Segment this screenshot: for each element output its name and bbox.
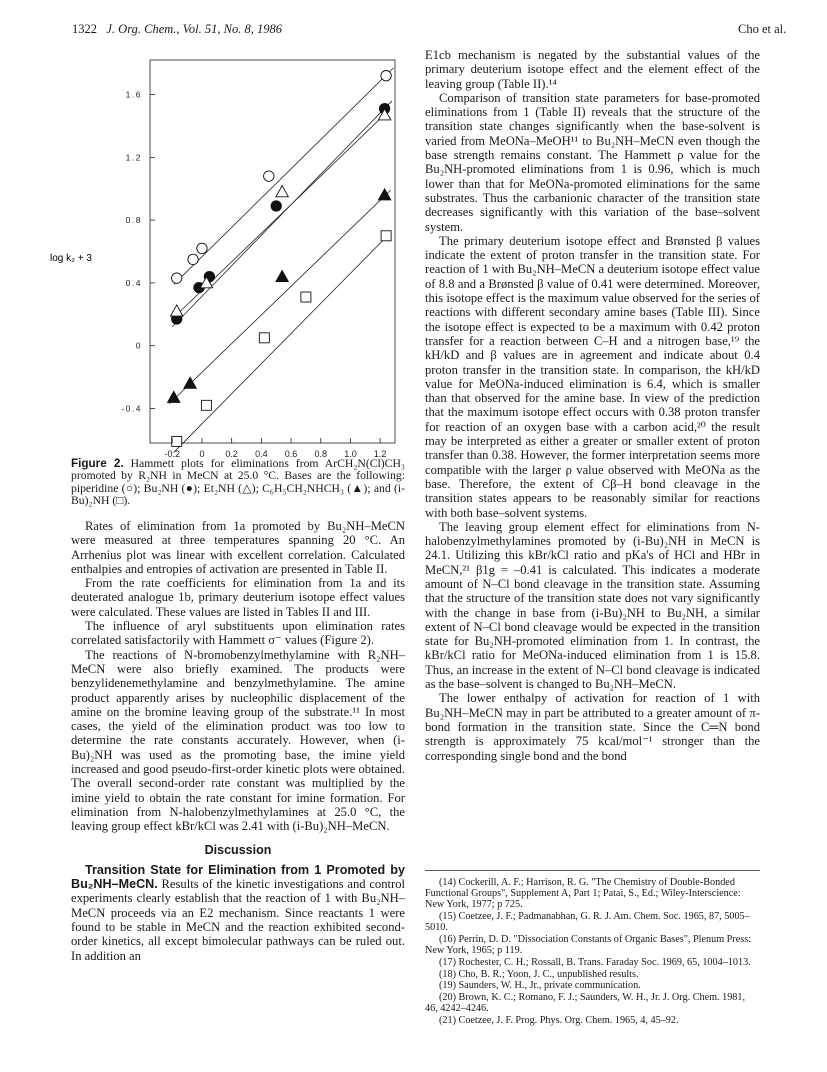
x-tick-label: 1.2 xyxy=(373,449,387,458)
journal-citation: J. Org. Chem., Vol. 51, No. 8, 1986 xyxy=(106,22,282,36)
data-point xyxy=(168,391,180,402)
data-point xyxy=(381,70,391,80)
data-point xyxy=(259,333,269,343)
data-point xyxy=(264,171,274,181)
reference: (16) Perrin, D. D. "Dissociation Constants of Organic Bases", Plenum Press: New York, 1965; p 119. xyxy=(425,934,752,957)
data-point xyxy=(378,189,390,200)
data-point xyxy=(276,186,288,197)
reference: (21) Coetzee, J. F. Prog. Phys. Org. Chem. 1965, 4, 45–92. xyxy=(439,1014,679,1026)
hammett-plot xyxy=(40,48,400,458)
data-point xyxy=(276,270,288,281)
data-point xyxy=(184,377,196,388)
paragraph: E1cb mechanism is negated by the substantial values of the primary deuterium isotope effect and the element effect of the leaving group (Table II).¹⁴ xyxy=(425,48,760,91)
x-tick-label: 1.0 xyxy=(344,449,357,458)
right-column xyxy=(425,48,760,763)
figure-caption xyxy=(71,458,405,507)
fit-line xyxy=(174,233,391,453)
x-tick-label: 0.2 xyxy=(225,449,238,458)
data-point xyxy=(172,436,182,446)
caption-label: Figure 2. xyxy=(71,457,124,470)
caption-text: Hammett plots for eliminations from ArCH₂N(Cl)CH₃ promoted by R₂NH in MeCN at 25.0 °C. Bases are the following: piperidine (○); Bu₂NH (●); Et₂NH (△); C₆H₅CH₂NHCH₃ (▲); and (i-Bu)₂NH (□). xyxy=(71,457,405,507)
page-number: 1322 xyxy=(72,22,97,36)
y-axis-label: log k₂ + 3 xyxy=(50,252,92,264)
paragraph: The primary deuterium isotope effect and Brønsted β values indicate the extent of proton transfer in the transition state. For reaction of 1 with Bu₂NH–MeCN a deuterium isotope effect value of 8.8 and a Brønsted β value of 0.41 were determined. Moreover, this isotope effect is the maximum value observed for the series of reactions with different secondary amine bases (Table III). Since the isotope effect is expected to be a maximum with 0.42 proton transfer for a reaction between C–H and a nitrogen base,¹⁹ the kH/kD and β values are in agreement and indicate about 0.4 proton transfer in the transition state. In comparison, the kH/kD value for MeONa-induced elimination is 6.4, which is smaller than that observed for the amine base. In view of the prediction that the maximum isotope effect occurs with 0.38 proton transfer for reaction of an oxygen base with a carbon acid,²⁰ the result may be interpreted as either a greater or smaller extent of proton transfer than 0.38. However, the former interpretation seems more compatible with the larger ρ value observed with MeONa as the base. Therefore, the extent of Cβ–H bond cleavage in the transition states appears to be reasonably similar for reactions with both base–solvent systems. xyxy=(425,233,760,520)
reference: (20) Brown, K. C.; Romano, F. J.; Saunders, W. H., Jr. J. Org. Chem. 1981, 46, 4242–4246. xyxy=(425,992,746,1015)
paragraph: The lower enthalpy of activation for reaction of 1 with Bu₂NH–MeCN may in part be attributed to a greater amount of π-bond formation in the transition state. Since the C═N bond strength is approximately 75 kcal/mol⁻¹ stronger than the corresponding single bond and the bond xyxy=(425,691,760,763)
references xyxy=(425,870,760,1027)
data-point xyxy=(188,254,198,264)
paragraph: Rates of elimination from 1a promoted by Bu₂NH–MeCN were measured at three temperatures spanning 20 °C. An Arrhenius plot was linear with excellent correlation. Calculated enthalpies and entropies of activation are presented in Table II. xyxy=(71,519,405,576)
x-tick-label: 0.6 xyxy=(284,449,298,458)
x-tick-label: 0.8 xyxy=(314,449,328,458)
x-tick-label: 0.4 xyxy=(255,449,268,458)
paragraph: The leaving group element effect for eliminations from N-halobenzylmethylamines promoted by (i-Bu)₂NH in MeCN is 24.1. Utilizing this kBr/kCl ratio and pKa's of HCl and HBr in MeCN,²¹ β1g = –0.41 is calculated. This indicates a moderate amount of N–Cl bond cleavage in the transition state. Assuming that the structure of the transition state does not vary significantly with the change in base from (i-Bu)₂NH to Bu₂NH, a similar extent of N–Cl bond cleavage would be expected in the transition state for Bu₂NH-promoted elimination from 1. In contrast, the kBr/kCl ratio for MeONa-induced elimination from 1 is 15.8. Thus, an increase in the extent of N–Cl bond cleavage is indicated as the base–solvent is changed to Bu₂NH–MeCN. xyxy=(425,519,760,692)
y-tick-label: 0.8 xyxy=(125,215,142,226)
reference: (15) Coetzee, J. F.; Padmanabhan, G. R. J. Am. Chem. Soc. 1965, 87, 5005–5010. xyxy=(425,911,750,934)
paragraph: The reactions of N-bromobenzylmethylamine with R₂NH–MeCN were also briefly examined. The products were benzylidenemethylamine and benzylmethylamine. The amine product apparently arises by nucleophilic displacement of the amine on the bromine leaving group of the substrate.¹¹ In most cases, the yield of the elimination product was too low to determine the rate constants accurately. However, when (i-Bu)₂NH was used as the promoting base, the imine yield increased and good pseudo-first-order kinetic plots were obtained. The overall second-order rate constant was multiplied by the imine yield to obtain the rate constant for imine formation. For elimination from N-halobenzylmethylamines at 25.0 °C, the leaving group effect kBr/kCl was 2.41 with (i-Bu)₂NH–MeCN. xyxy=(71,647,405,834)
y-tick-label: 0 xyxy=(135,340,142,351)
header-authors: Cho et al. xyxy=(738,22,787,36)
fit-line xyxy=(172,101,392,327)
data-point xyxy=(381,231,391,241)
subsection-heading: Transition State for Elimination from 1 Promoted by Bu₂NH–MeCN. xyxy=(71,862,405,892)
fit-line xyxy=(174,68,394,285)
paragraph xyxy=(71,863,405,963)
data-point xyxy=(301,292,311,302)
y-tick-label: -0.4 xyxy=(121,403,142,414)
running-header xyxy=(72,22,282,37)
data-point xyxy=(197,243,207,253)
x-tick-label: 0 xyxy=(199,449,205,458)
data-point xyxy=(271,201,281,211)
reference: (14) Cockerill, A. F.; Harrison, R. G. "The Chemistry of Double-Bonded Functional Groups", Supplement A, Part 1; Patai, S., Ed.; Wiley-Interscience: New York, 1977; p 725. xyxy=(425,877,741,911)
reference: (19) Saunders, W. H., Jr., private communication. xyxy=(439,980,641,992)
y-tick-label: 1.6 xyxy=(125,89,142,100)
data-point xyxy=(172,273,182,283)
reference: (17) Rochester, C. H.; Rossall, B. Trans. Faraday Soc. 1969, 65, 1004–1013. xyxy=(439,956,751,968)
paragraph: The influence of aryl substituents upon elimination rates correlated satisfactorily with Hammett σ⁻ values (Figure 2). xyxy=(71,619,405,648)
x-tick-label: -0.2 xyxy=(164,449,181,458)
left-column xyxy=(71,519,405,963)
fit-line xyxy=(169,190,390,403)
y-tick-label: 0.4 xyxy=(125,277,142,288)
paragraph: Comparison of transition state parameters for base-promoted eliminations from 1 (Table II) reveals that the structure of the transition state changes significantly when the base-solvent is varied from MeONa–MeOH¹¹ to Bu₂NH–MeCN even though the base strength remains constant. The Hammett ρ value for the Bu₂NH-promoted eliminations from 1 is 0.96, which is much lower than that for MeONa-promoted eliminations for the same substrates. Thus the carbanionic character of the transition state decreases significantly with this variation of the base–solvent system. xyxy=(425,90,760,234)
paragraph: From the rate coefficients for elimination from 1a and its deuterated analogue 1b, primary deuterium isotope effect values were calculated. These values are listed in Tables II and III. xyxy=(71,576,405,619)
section-heading: Discussion xyxy=(204,842,272,857)
reference: (18) Cho, B. R.; Yoon, J. C., unpublished results. xyxy=(439,968,639,980)
data-point xyxy=(201,400,211,410)
y-tick-label: 1.2 xyxy=(125,152,142,163)
paragraph-text: Results of the kinetic investigations and control experiments clearly establish that the reaction of 1 with Bu₂NH–MeCN proceeds via an E2 mechanism. Since reactants 1 were found to be stable in MeCN and the reaction exhibited second-order kinetics, all except bimolecular pathways can be ruled out. In addition an xyxy=(71,877,405,963)
